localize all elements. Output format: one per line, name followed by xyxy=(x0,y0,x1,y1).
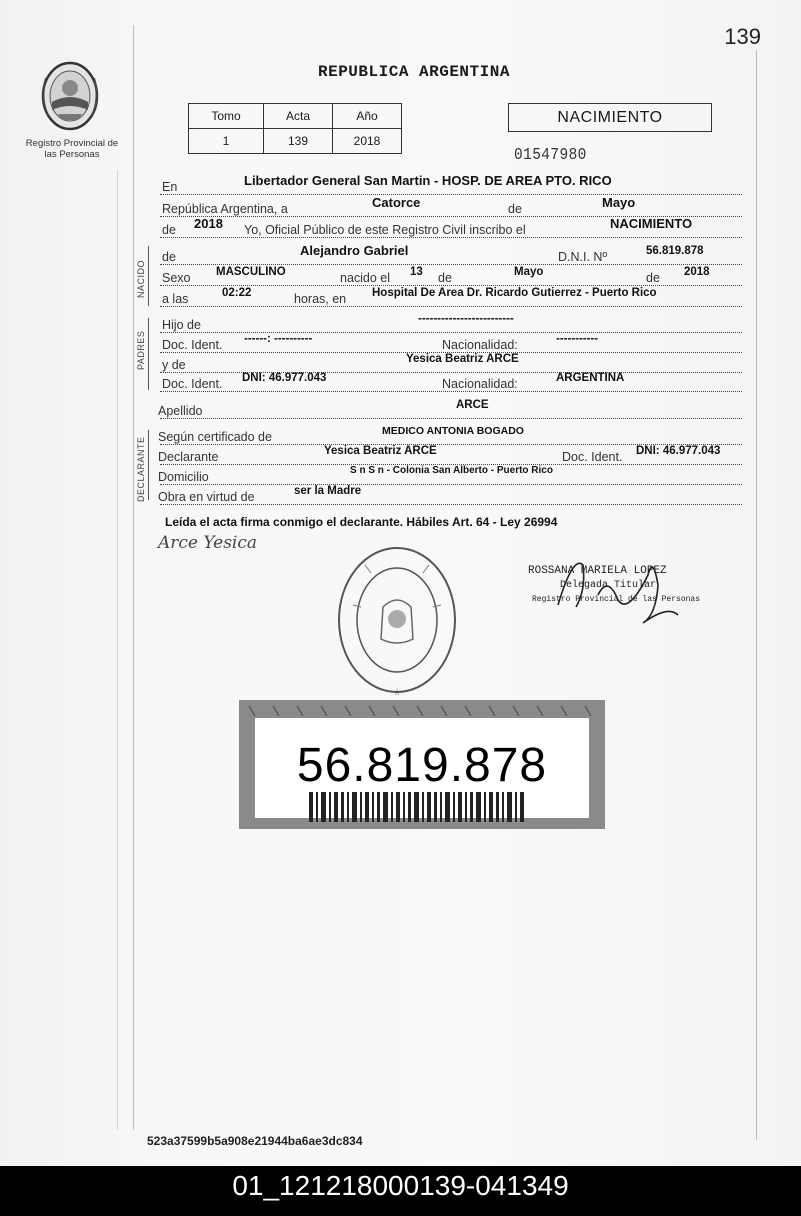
legal-text: Leída el acta firma conmigo el declarante. Hábiles Art. 64 - Ley 26994 xyxy=(165,515,558,529)
certificado-label: Según certificado de xyxy=(158,430,272,444)
registry-table xyxy=(188,103,402,154)
sexo-label: Sexo xyxy=(162,271,191,285)
record-type-box: NACIMIENTO xyxy=(508,103,712,132)
nacido-bracket xyxy=(148,246,149,306)
line-y-de xyxy=(160,353,742,373)
declarante-side-label: DECLARANTE xyxy=(136,436,146,502)
declarante-doc: DNI: 46.977.043 xyxy=(636,445,721,457)
hijo-de-label: Hijo de xyxy=(162,318,201,332)
birth-de-label: de xyxy=(438,271,452,285)
line-hora xyxy=(160,287,742,307)
page-number: 139 xyxy=(724,24,761,49)
mother-name: Yesica Beatriz ARCE xyxy=(406,353,519,365)
birth-de-label-2: de xyxy=(646,271,660,285)
dni-label: D.N.I. Nº xyxy=(558,250,608,264)
nacido-de-label: de xyxy=(162,250,176,264)
line-en xyxy=(160,173,742,195)
oficial-text: Yo, Oficial Público de este Registro Civil inscribo el xyxy=(244,223,526,237)
doc1-label: Doc. Ident. xyxy=(162,338,223,352)
nacido-el-label: nacido el xyxy=(340,271,391,285)
svg-text:☆: ☆ xyxy=(392,688,402,698)
hijo-de-value: ------------------------- xyxy=(418,313,514,325)
line-domicilio xyxy=(158,465,742,485)
line-doc-ident-1 xyxy=(160,333,742,353)
horas-en-label: horas, en xyxy=(294,292,347,306)
month-value: Mayo xyxy=(602,195,636,210)
child-name: Alejandro Gabriel xyxy=(300,243,409,258)
page-shadow-left xyxy=(117,170,118,1130)
de-label: de xyxy=(508,202,522,216)
header-anio: Año xyxy=(333,104,402,129)
nac1-label: Nacionalidad: xyxy=(442,338,518,352)
declarant-signature: Arce Yesica xyxy=(158,533,258,553)
page-edge-right xyxy=(756,50,757,1140)
inscribo-value: NACIMIENTO xyxy=(610,216,693,231)
scan-footer-id: 01_121218000139-041349 xyxy=(0,1166,801,1216)
sexo-value: MASCULINO xyxy=(216,266,286,278)
line-hijo-de xyxy=(160,313,742,333)
a-las-label: a las xyxy=(162,292,189,306)
value-acta: 139 xyxy=(264,129,333,154)
line-doc-ident-2 xyxy=(160,372,742,392)
header-acta: Acta xyxy=(264,104,333,129)
line-declarante xyxy=(158,445,742,465)
registry-oval-stamp xyxy=(335,545,465,700)
line-republica xyxy=(160,195,742,217)
apellido-label: Apellido xyxy=(158,404,203,418)
republica-label: República Argentina, a xyxy=(162,202,288,216)
apellido-value: ARCE xyxy=(456,399,489,411)
line-oficial xyxy=(160,216,742,238)
doc1-value: ------: ---------- xyxy=(244,333,313,345)
domicilio-value: S n S n - Colonia San Alberto - Puerto Rico xyxy=(350,465,553,476)
serial-number: 01547980 xyxy=(514,146,587,165)
mother-nationality: ARGENTINA xyxy=(556,372,625,384)
year-value: 2018 xyxy=(194,216,223,231)
padres-side-label: PADRES xyxy=(136,330,146,370)
document-hash: 523a37599b5a908e21944ba6ae3dc834 xyxy=(147,1134,363,1148)
page-edge-left xyxy=(133,25,134,1130)
obra-label: Obra en virtud de xyxy=(158,490,255,504)
official-name: ROSSANA MARIELA LOPEZ xyxy=(528,565,667,577)
birth-time: 02:22 xyxy=(222,287,252,299)
day-value: Catorce xyxy=(372,195,421,210)
official-org: Registro Provincial de las Personas xyxy=(532,595,701,604)
domicilio-label: Domicilio xyxy=(158,470,209,484)
line-apellido xyxy=(158,399,742,419)
birth-place: Hospital De Area Dr. Ricardo Gutierrez - Puerto Rico xyxy=(372,287,657,299)
nac1-value: ----------- xyxy=(556,333,599,345)
nacido-side-label: NACIDO xyxy=(136,259,146,298)
barcode-number: 56.819.878 xyxy=(296,739,548,792)
line-certificado xyxy=(158,425,742,445)
header-tomo: Tomo xyxy=(189,104,264,129)
padres-bracket xyxy=(148,318,149,390)
province-shield-logo xyxy=(38,58,102,136)
mother-doc: DNI: 46.977.043 xyxy=(242,372,327,384)
nac2-label: Nacionalidad: xyxy=(442,377,518,391)
child-dni: 56.819.878 xyxy=(646,245,704,257)
en-value: Libertador General San Martin - HOSP. DE AREA PTO. RICO xyxy=(244,173,612,188)
line-obra xyxy=(158,485,742,505)
birth-month: Mayo xyxy=(514,266,544,278)
line-sexo xyxy=(160,266,742,286)
dni-barcode-sticker xyxy=(239,700,605,829)
value-tomo: 1 xyxy=(189,129,264,154)
doc2-label: Doc. Ident. xyxy=(162,377,223,391)
y-de-label: y de xyxy=(162,358,186,372)
en-label: En xyxy=(162,180,178,194)
value-anio: 2018 xyxy=(333,129,402,154)
year-prefix: de xyxy=(162,223,176,237)
birth-year: 2018 xyxy=(684,266,710,278)
declarante-doc-label: Doc. Ident. xyxy=(562,450,623,464)
document-title: REPUBLICA ARGENTINA xyxy=(318,63,510,81)
line-nacido-name xyxy=(160,243,742,265)
official-title: Delegada Titular xyxy=(560,580,657,591)
certificado-value: MEDICO ANTONIA BOGADO xyxy=(382,425,524,437)
declarante-label: Declarante xyxy=(158,450,219,464)
declarante-bracket xyxy=(148,430,149,500)
declarante-value: Yesica Beatriz ARCE xyxy=(324,445,437,457)
official-signature-block xyxy=(528,545,718,625)
logo-caption: Registro Provincial de las Personas xyxy=(25,138,119,160)
obra-value: ser la Madre xyxy=(294,485,362,497)
birth-day: 13 xyxy=(410,266,423,278)
